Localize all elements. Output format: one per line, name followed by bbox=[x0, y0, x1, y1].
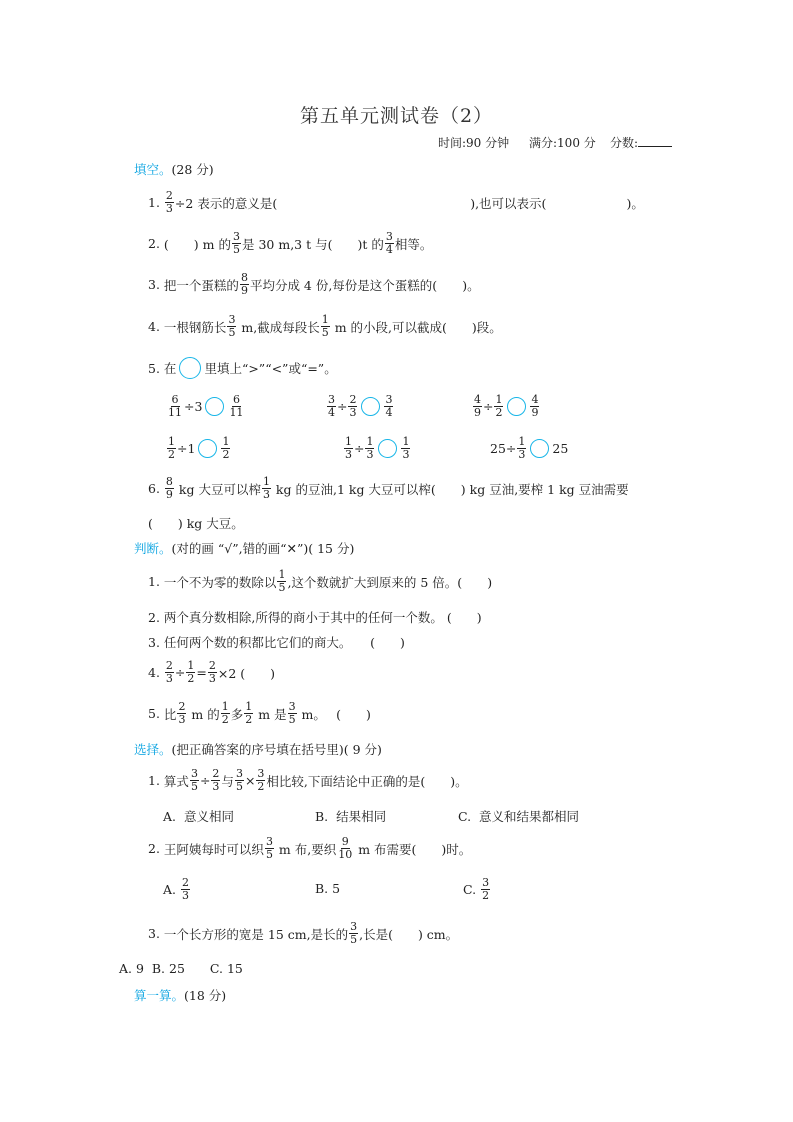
compare-item-3: $\frac{4}{9}$ ÷ $\frac{1}{2}$ $\frac{4}{9}$ bbox=[474, 393, 539, 420]
compare-item-5: $\frac{1}{3}$ ÷ $\frac{1}{3}$ $\frac{1}{3}$ bbox=[345, 435, 410, 462]
answer-circle[interactable] bbox=[378, 439, 397, 458]
answer-circle[interactable] bbox=[507, 397, 526, 416]
question-number: 1. bbox=[148, 195, 160, 211]
section-fill-points: (28 分) bbox=[171, 162, 214, 177]
fill-q2: 2. ( ) m 的 $\frac{3}{5}$ 是 30 m,3 t 与( )t 的 $\frac{3}{4}$ 相等。 bbox=[148, 230, 433, 257]
answer-circle[interactable] bbox=[198, 439, 217, 458]
section-fill bbox=[134, 160, 214, 178]
judge-q4: 4. $\frac{2}{3}$ ÷ $\frac{1}{2}$ = $\frac{2}{3}$ ×2 ( ) bbox=[148, 659, 276, 686]
section-judge-heading: 判断。 bbox=[134, 541, 172, 556]
fraction: $\frac{8}{9}$ bbox=[240, 271, 248, 298]
compare-item-6: 25÷ $\frac{1}{3}$ 25 bbox=[490, 435, 569, 462]
section-calc-points: (18 分) bbox=[184, 988, 227, 1003]
section-fill-heading: 填空。 bbox=[134, 162, 172, 177]
fill-q4: 4. 一根钢筋长 $\frac{3}{5}$ m,截成每段长 $\frac{1}{5}$ m 的小段,可以截成( )段。 bbox=[148, 313, 502, 340]
answer-circle[interactable] bbox=[361, 397, 380, 416]
fraction: $\frac{3}{5}$ bbox=[228, 313, 236, 340]
fill-q6-cont: ( ) kg 大豆。 bbox=[148, 516, 244, 531]
judge-q5: 5. 比 $\frac{2}{3}$ m 的 $\frac{1}{2}$ 多 $\frac{1}{2}$ m 是 $\frac{3}{5}$ m。 ( ) bbox=[148, 700, 371, 727]
choice-q1-opt-a[interactable]: A. 意义相同 bbox=[163, 809, 234, 824]
full-score-label: 满分:100 分 bbox=[529, 136, 596, 150]
fraction: $\frac{1}{3}$ bbox=[262, 475, 270, 502]
score-label: 分数: bbox=[610, 136, 639, 150]
choice-q2-opt-a[interactable]: A. $\frac{2}{3}$ bbox=[163, 876, 189, 903]
judge-q3: 3. 任何两个数的积都比它们的商大。 ( ) bbox=[148, 634, 405, 650]
page-title: 第五单元测试卷（2） bbox=[299, 105, 494, 127]
compare-item-4: $\frac{1}{2}$ ÷1 $\frac{1}{2}$ bbox=[168, 435, 230, 462]
section-choice-heading: 选择。 bbox=[134, 742, 172, 757]
fraction: $\frac{8}{9}$ bbox=[165, 475, 173, 502]
fraction: $\frac{1}{5}$ bbox=[321, 313, 329, 340]
answer-circle[interactable] bbox=[205, 397, 224, 416]
compare-item-1: $\frac{6}{11}$ ÷3 $\frac{6}{11}$ bbox=[168, 393, 244, 420]
answer-circle[interactable] bbox=[530, 439, 549, 458]
choice-q2-opt-c[interactable]: C. $\frac{3}{2}$ bbox=[463, 876, 490, 903]
fill-q1: 1. $\frac{2}{3}$ ÷2 表示的意义是( ),也可以表示( )。 bbox=[148, 189, 644, 216]
fill-q6: 6. $\frac{8}{9}$ kg 大豆可以榨 $\frac{1}{3}$ kg 的豆油,1 kg 大豆可以榨( ) kg 豆油,要榨 1 kg 豆油需要 bbox=[148, 475, 629, 502]
choice-q1-opt-c[interactable]: C. 意义和结果都相同 bbox=[458, 809, 580, 824]
choice-q2: 2. 王阿姨每时可以织 $\frac{3}{5}$ m 布,要织 $\frac{9}{10}$ m 布需要( )时。 bbox=[148, 835, 472, 862]
fill-q3: 3. 把一个蛋糕的 $\frac{8}{9}$ 平均分成 4 份,每份是这个蛋糕的( )。 bbox=[148, 271, 480, 298]
judge-q1: 1. 一个不为零的数除以 $\frac{1}{5}$ ,这个数就扩大到原来的 5 倍。( ) bbox=[148, 568, 493, 595]
choice-q3-options[interactable]: A. 9 B. 25 C. 15 bbox=[119, 961, 243, 976]
fraction: $\frac{3}{5}$ bbox=[232, 230, 240, 257]
choice-q2-opt-b[interactable]: B. 5 bbox=[315, 881, 341, 896]
fraction: $\frac{3}{4}$ bbox=[385, 230, 393, 257]
section-judge-points: (对的画 “√”,错的画“✕”)( 15 分) bbox=[171, 541, 355, 556]
time-label: 时间:90 分钟 bbox=[438, 136, 510, 150]
choice-q1-opt-b[interactable]: B. 结果相同 bbox=[315, 809, 387, 824]
score-blank bbox=[638, 134, 672, 147]
section-calc-heading: 算一算。 bbox=[134, 988, 185, 1003]
choice-q1: 1. 算式 $\frac{3}{5}$ ÷ $\frac{2}{3}$ 与 $\frac{3}{5}$ × $\frac{3}{2}$ 相比较,下面结论中正确的是( )。 bbox=[148, 767, 468, 794]
fill-q5: 5. 在 里填上“>”“<”或“=”。 bbox=[148, 357, 337, 379]
section-calc bbox=[134, 986, 226, 1004]
judge-q2: 2. 两个真分数相除,所得的商小于其中的任何一个数。 ( ) bbox=[148, 609, 482, 625]
section-choice bbox=[134, 740, 382, 758]
answer-circle[interactable] bbox=[179, 357, 201, 379]
choice-q3: 3. 一个长方形的宽是 15 cm,是长的 $\frac{3}{5}$ ,长是( ) cm。 bbox=[148, 920, 459, 947]
compare-item-2: $\frac{3}{4}$ ÷ $\frac{2}{3}$ $\frac{3}{4}$ bbox=[328, 393, 393, 420]
fraction: $\frac{2}{3}$ bbox=[165, 189, 173, 216]
section-choice-points: (把正确答案的序号填在括号里)( 9 分) bbox=[171, 742, 382, 757]
score-field bbox=[610, 134, 672, 151]
section-judge bbox=[134, 539, 354, 557]
